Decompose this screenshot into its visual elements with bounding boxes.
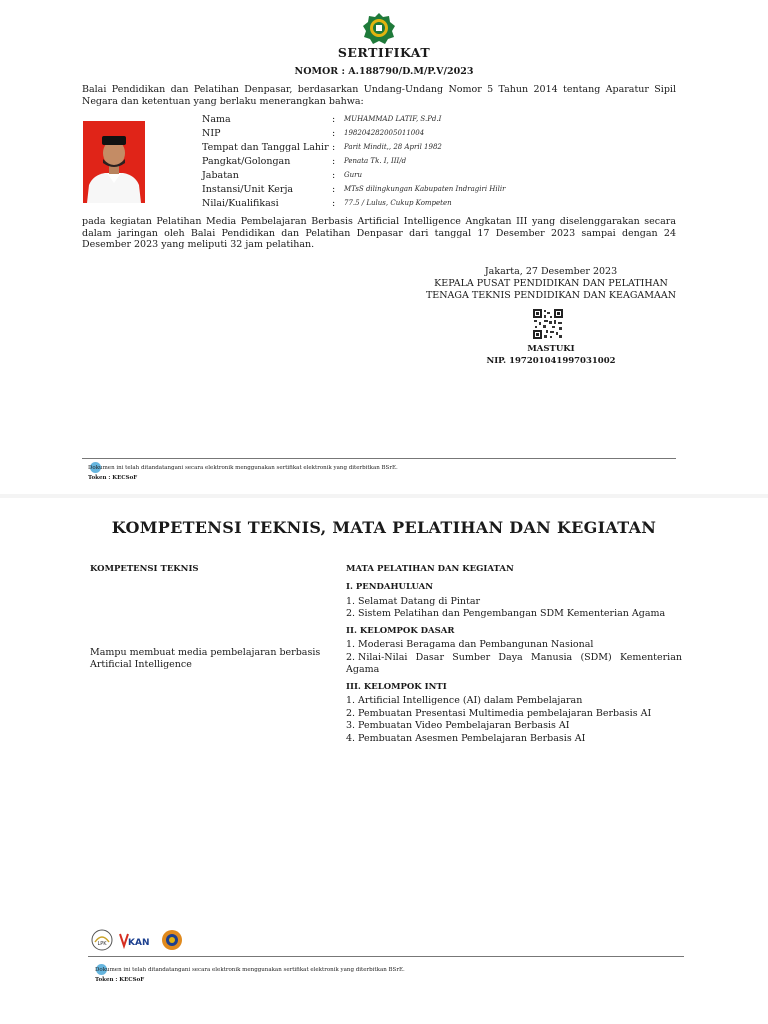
kemenag-logo-icon (162, 930, 182, 950)
kan-logo-icon (120, 934, 149, 948)
competency-title: KOMPETENSI TEKNIS, MATA PELATIHAN DAN KEGIATAN (111, 518, 657, 537)
list-item: 1. Selamat Datang di Pintar (346, 596, 481, 607)
certificate-page: SERTIFIKAT NOMOR : A.188790/D.M/P.V/2023 Balai Pendidikan dan Pelatihan Denpasar, berdasarkan Undang-Undang Nomor 5 Tahun 2014 tentang Aparatur Sipil Negara dan ketentuan yang berlaku menerangkan bahwa: Nama : MUHAMMAD LATIF, S.Pd.I NIP : 198204282005011004 Tempat dan Tanggal Lahir : Parit Mindit,, 28 April 1982 Pangkat/Golongan : Penata Tk. I, III/d Jabatan : Guru Instansi/Unit Kerja : MTsS dilingkungan Kabupaten Indragiri Hilir Nilai/Kualifikasi : 77.5 / Lulus, Cukup Kompeten pada kegiatan Pelatihan Media Pembelajaran Berbasis Artificial Intelligence Angkatan III yang diselenggarakan secara dalam jaringan oleh Balai Pendidikan dan Pelatihan Denpasar dari tanggal 17 Desember 2023 sampai dengan 24 Desember 2023 yang meliputi 32 jam pelatihan. Jakarta, 27 Desember 2023 KEPALA PUSAT PENDIDIKAN DAN PELATIHAN TENAGA TEKNIS PENDIDIKAN DAN KEAGAMAAN MASTUKI NIP. 197201041997031002 Dokumen ini telah ditandatangani secara elektronik menggunakan sertifikat elektronik yang diterbitkan BSrE. Token : KECSoF (0, 0, 768, 494)
field-value: Guru (344, 171, 362, 179)
list-item: 3. Pembuatan Video Pembelajaran Berbasis AI (346, 720, 570, 731)
competency-description: Mampu membuat media pembelajaran berbasis Artificial Intelligence (90, 647, 321, 670)
list-item: 4. Pembuatan Asesmen Pembelajaran Berbasis AI (346, 733, 586, 744)
svg-text:LPK: LPK (97, 941, 107, 947)
section-title: I. PENDAHULUAN (346, 582, 433, 592)
signatory-name: MASTUKI (527, 344, 575, 354)
field-label: Instansi/Unit Kerja (202, 184, 294, 195)
col-header-competency: KOMPETENSI TEKNIS (90, 564, 199, 574)
field-label: Tempat dan Tanggal Lahir (202, 142, 329, 153)
signatory-nip: NIP. 197201041997031002 (486, 356, 616, 366)
token-label: Token : KECSoF (88, 475, 138, 481)
field-label: Jabatan (202, 170, 239, 181)
certificate-title: SERTIFIKAT (337, 45, 431, 60)
sign-position-line2: TENAGA TEKNIS PENDIDIKAN DAN KEAGAMAAN (425, 290, 677, 301)
token-label: Token : KECSoF (95, 977, 145, 983)
list-item: 2. Sistem Pelatihan dan Pengembangan SDM Kementerian Agama (346, 608, 666, 619)
field-value: MUHAMMAD LATIF, S.Pd.I (344, 115, 442, 123)
svg-text:KAN: KAN (128, 938, 150, 948)
list-item: 2. Pembuatan Presentasi Multimedia pembelajaran Berbasis AI (346, 708, 652, 719)
field-value: 198204282005011004 (344, 129, 425, 137)
field-label: Nilai/Kualifikasi (202, 198, 279, 209)
field-label: Pangkat/Golongan (202, 156, 291, 167)
footer-divider (82, 458, 676, 459)
section-title: III. KELOMPOK INTI (346, 682, 447, 692)
field-label: NIP (202, 128, 221, 139)
esign-note: Dokumen ini telah ditandatangani secara elektronik menggunakan sertifikat elektronik yang diterbitkan BSrE. (88, 465, 398, 471)
certificate-number: NOMOR : A.188790/D.M/P.V/2023 (294, 66, 474, 77)
intro-paragraph: Balai Pendidikan dan Pelatihan Denpasar, berdasarkan Undang-Undang Nomor 5 Tahun 2014 tentang Aparatur Sipil Negara dan ketentuan yang berlaku menerangkan bahwa: (82, 84, 676, 107)
section-title: II. KELOMPOK DASAR (346, 626, 455, 636)
sign-position-line1: KEPALA PUSAT PENDIDIKAN DAN PELATIHAN (434, 278, 668, 289)
list-item: 2. Nilai-Nilai Dasar Sumber Daya Manusia (SDM) Kementerian Agama (346, 652, 682, 675)
list-item: 1. Artificial Intelligence (AI) dalam Pembelajaran (346, 695, 583, 706)
participant-photo (83, 121, 145, 203)
esign-note: Dokumen ini telah ditandatangani secara elektronik menggunakan sertifikat elektronik yang diterbitkan BSrE. (95, 967, 405, 973)
list-item: 1. Moderasi Beragama dan Pembangunan Nasional (346, 639, 594, 650)
field-value: MTsS dilingkungan Kabupaten Indragiri Hilir (344, 185, 506, 193)
footer-divider (88, 956, 684, 957)
body-paragraph: pada kegiatan Pelatihan Media Pembelajaran Berbasis Artificial Intelligence Angkatan III yang diselenggarakan secara dalam jaringan oleh Balai Pendidikan dan Pelatihan Denpasar dari tanggal 17 Desember 2023 sampai dengan 24 Desember 2023 yang meliputi 32 jam pelatihan. (82, 216, 676, 250)
col-header-subjects: MATA PELATIHAN DAN KEGIATAN (346, 564, 514, 574)
field-value: 77.5 / Lulus, Cukup Kompeten (344, 199, 452, 207)
accreditation-logos (90, 928, 190, 952)
field-value: Parit Mindit,, 28 April 1982 (344, 143, 442, 151)
kemenag-emblem-icon (362, 12, 396, 44)
field-label: Nama (202, 114, 231, 125)
field-value: Penata Tk. I, III/d (344, 157, 407, 165)
qr-code-icon (532, 308, 564, 340)
lpk-logo-icon (92, 930, 112, 950)
competency-page (0, 498, 768, 1024)
sign-place-date: Jakarta, 27 Desember 2023 (484, 266, 618, 277)
